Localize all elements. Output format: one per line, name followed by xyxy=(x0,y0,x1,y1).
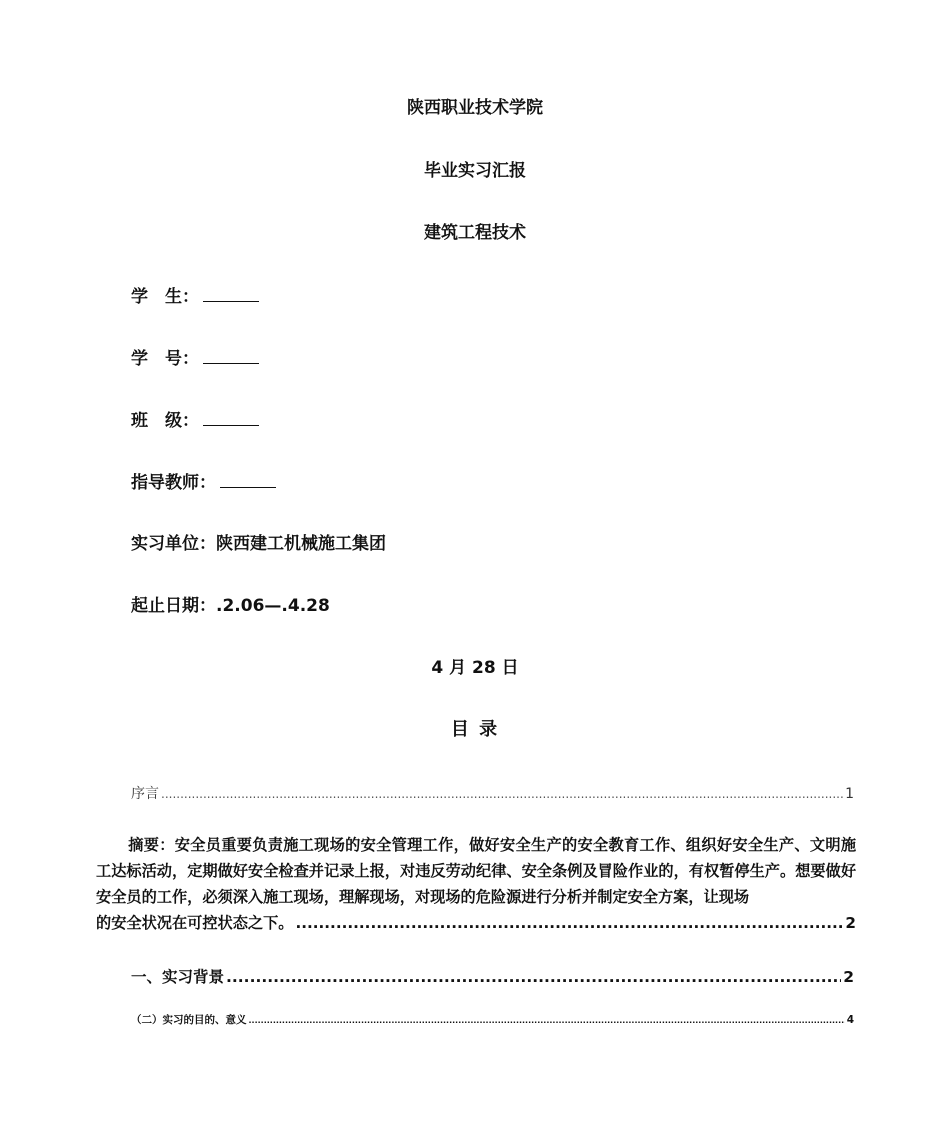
abstract-last-text: 的安全状况在可控状态之下。 xyxy=(96,914,294,932)
field-student-blank xyxy=(203,285,259,302)
toc-entry-preface[interactable] xyxy=(131,784,854,804)
toc-entry-purpose-label: （二）实习的目的、意义 xyxy=(131,1014,247,1026)
toc-leader-dots xyxy=(249,1013,845,1029)
field-student xyxy=(131,285,259,308)
field-student-id-label: 学 号： xyxy=(131,349,199,369)
field-class xyxy=(131,409,259,432)
toc-leader-dots xyxy=(226,966,841,988)
toc-entry-purpose[interactable] xyxy=(131,1012,854,1029)
report-date: 4 月 28 日 xyxy=(431,658,519,678)
field-date-range xyxy=(131,595,330,617)
abstract-label: 摘要：安全员重要负责施工现场的安全管理工作，做好安全生产的安全教育工作、组织好安全生产、文明施工达标活动，定期做好安全检查并记录上报，对违反劳动纪律、安全条例及冒险作业的，有权暂停生产。想要做好安全员的工作，必须深入施工现场，理解现场，对现场的危险源进行分析并制定安全方案，让现场 xyxy=(96,836,856,906)
toc-title: 目 录 xyxy=(450,719,500,740)
toc-entry-preface-label: 序言 xyxy=(131,786,159,802)
report-title: 毕业实习汇报 xyxy=(424,161,526,181)
field-internship-unit xyxy=(131,533,386,555)
major-name: 建筑工程技术 xyxy=(424,223,526,243)
field-internship-unit-value: 陕西建工机械施工集团 xyxy=(216,534,386,554)
toc-entry-background[interactable] xyxy=(131,966,854,988)
toc-entry-background-label: 一、实习背景 xyxy=(131,968,225,986)
field-student-id xyxy=(131,347,259,370)
toc-entry-background-page: 2 xyxy=(843,968,854,986)
toc-leader-dots xyxy=(161,784,843,804)
toc-entry-abstract-page: 2 xyxy=(845,914,856,932)
field-class-label: 班 级： xyxy=(131,411,199,431)
field-advisor-blank xyxy=(220,471,276,488)
toc-entry-purpose-page: 4 xyxy=(846,1014,854,1026)
abstract-text xyxy=(96,832,856,910)
abstract-last-line xyxy=(96,910,856,936)
field-internship-unit-label: 实习单位： xyxy=(131,534,216,554)
toc-leader-dots xyxy=(295,910,843,936)
field-class-blank xyxy=(203,409,259,426)
field-advisor xyxy=(131,471,276,494)
toc-entry-abstract[interactable] xyxy=(96,832,856,936)
school-name: 陕西职业技术学院 xyxy=(407,98,543,118)
field-student-label: 学 生： xyxy=(131,287,199,307)
field-date-range-label: 起止日期： xyxy=(131,596,216,616)
toc-entry-preface-page: 1 xyxy=(845,786,854,802)
field-student-id-blank xyxy=(203,347,259,364)
field-date-range-value: .2.06—.4.28 xyxy=(216,596,330,616)
field-advisor-label: 指导教师： xyxy=(131,473,216,493)
